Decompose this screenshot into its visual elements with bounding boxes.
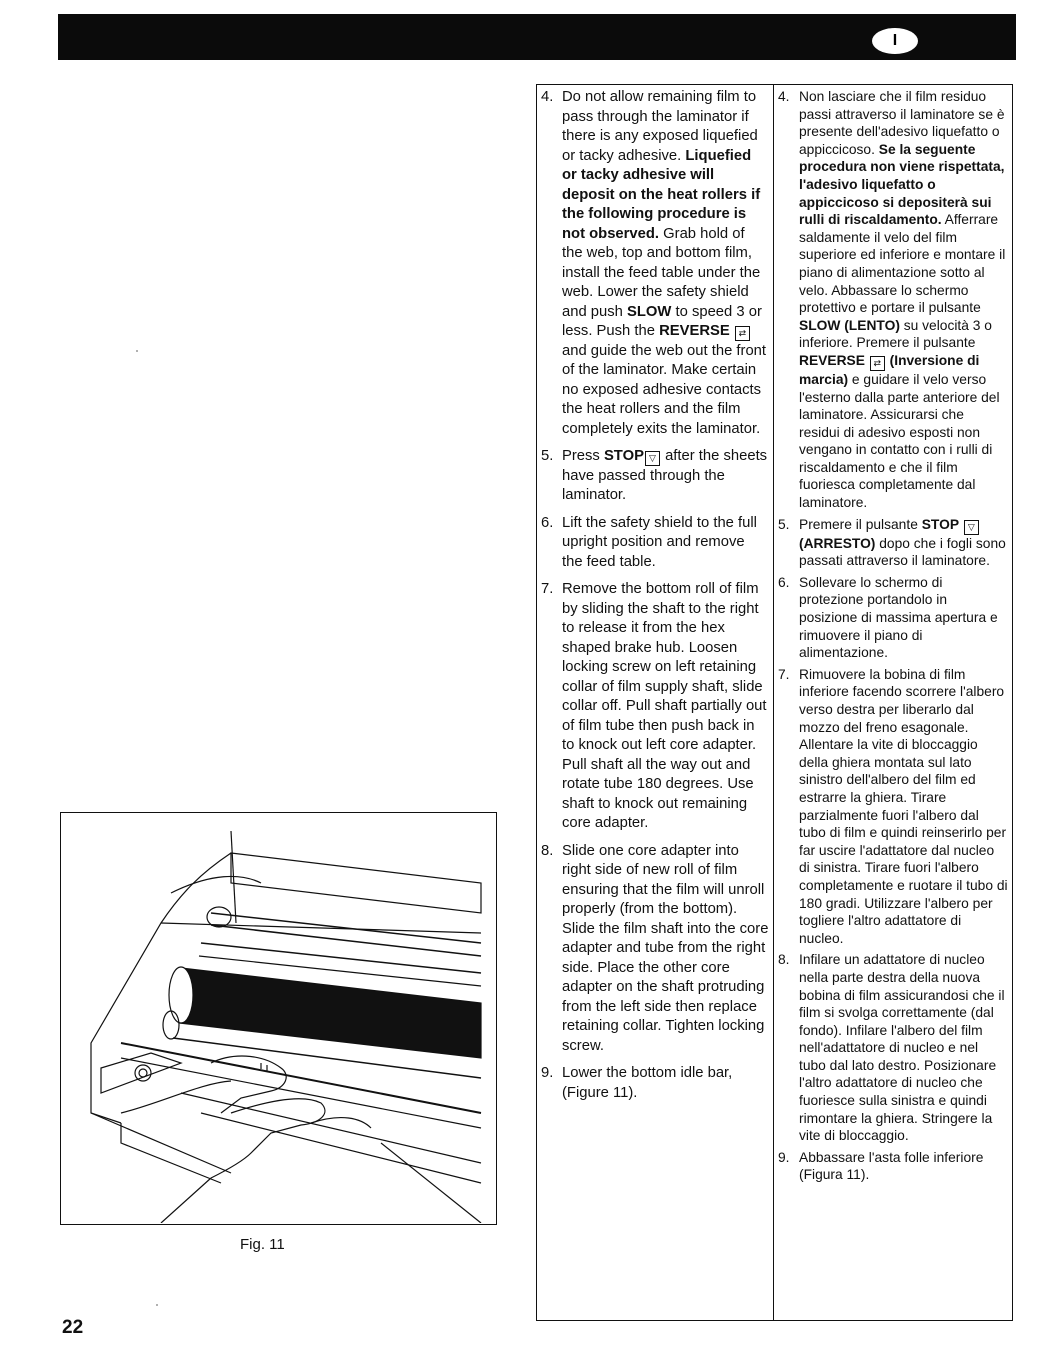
list-item: 8. Infilare un adattatore di nucleo nella parte destra della nuova bobina di film assicurandosi che il film si svolga correttamente (dal fondo). Infilare l'albero del film nell'adattatore di nucleo e nel tubo dal lato destro. Posizionare l'altro adattatore di nucleo che fuoriesce sulla sinistra e quindi rimontare la ghiera. Stringere la vite di bloccaggio. (778, 952, 1005, 1144)
list-item: 6. Sollevare lo schermo di protezione portandolo in posizione di massima apertura e rimuovere il piano di alimentazione. (778, 574, 998, 661)
scan-speck (136, 350, 138, 352)
figure-caption: Fig. 11 (240, 1236, 285, 1253)
figure-11-illustration (60, 812, 497, 1225)
page-number: 22 (62, 1317, 84, 1338)
language-badge: I (872, 28, 918, 54)
list-item: 7. Rimuovere la bobina di film inferiore facendo scorrere l'albero verso destra per liberarlo dal mozzo del freno esagonale. Allentare la vite di bloccaggio della ghiera montata sul lato sinistro dell'albero del film ed estrarre la ghiera. Tirare parzialmente fuori l'albero dal tubo di film e quindi reinserirlo per far uscire l'adattatore dal nucleo di sinistra. Tirare fuori l'albero completamente e ruotare il tubo di 180 gradi. Utilizzare l'albero per togliere l'altro adattatore di nucleo. (778, 666, 1008, 946)
list-item: 8. Slide one core adapter into right side of new roll of film ensuring that the film will unroll properly (from the bottom). Slide the film shaft into the core adapter and tube from the right side. Place the other core adapter on the shaft protruding from the left side then replace retaining collar. Tighten locking screw. (541, 842, 769, 1054)
stop-button-icon: ▽ (645, 451, 660, 466)
italian-instructions-column (773, 84, 1013, 1321)
reverse-button-icon: ⇄ (870, 356, 885, 371)
list-item: 7. Remove the bottom roll of film by sliding the shaft to the right to release it from the hex shaped brake hub. Loosen locking screw on left retaining collar of film supply shaft, slide collar off. Pull shaft partially out of film tube then push back in to knock out left core adapter. Pull shaft all the way out and rotate tube 180 degrees. Use shaft to knock out remaining core adapter. (541, 581, 767, 831)
list-item: 4. Do not allow remaining film to pass through the laminator if there is any exposed liquefied or tacky adhesive. Liquefied or tacky adhesive will deposit on the heat rollers if the following procedure is not observed. Grab hold of the web, top and bottom film, install the feed table under the web. Lower the safety shield and push SLOW to speed 3 or less. Push the REVERSE ⇄ and guide the web out the front of the laminator. Make certain no exposed adhesive contacts the heat rollers and the film completely exits the laminator. (541, 89, 767, 437)
list-item: 4. Non lasciare che il film residuo passi attraverso il laminatore se è presente dell'adesivo liquefatto o appiccicoso. Se la seguente procedura non viene rispettata, l'adesivo liquefatto o appiccicoso si depositerà sui rulli di riscaldamento. Afferrare saldamente il velo del film superiore ed inferiore e montare il piano di alimentazione sotto al velo. Abbassare lo schermo protettivo e portare il pulsante SLOW (LENTO) su velocità 3 o inferiore. Premere il pulsante REVERSE ⇄ (Inversione di marcia) e guidare il velo verso l'esterno dalla parte anteriore del laminatore. Assicurarsi che residui di adesivo esposti non vengano in contatto con i rulli di riscaldamento e che il film fuoriesca completamente dal laminatore. (778, 89, 1006, 511)
reverse-button-icon: ⇄ (735, 326, 750, 341)
list-item: 9. Abbassare l'asta folle inferiore (Figura 11). (778, 1149, 984, 1183)
list-item: 5. Press STOP ▽ after the sheets have passed through the laminator. (541, 448, 768, 503)
list-item: 5. Premere il pulsante STOP ▽ (ARRESTO) dopo che i fogli sono passati attraverso il laminatore. (778, 516, 1006, 569)
list-item: 9. Lower the bottom idle bar, (Figure 11). (541, 1065, 733, 1101)
list-item: 6. Lift the safety shield to the full upright position and remove the feed table. (541, 514, 757, 570)
english-instructions-column (536, 84, 773, 1321)
stop-button-icon: ▽ (964, 520, 979, 535)
scan-speck (156, 1304, 158, 1306)
